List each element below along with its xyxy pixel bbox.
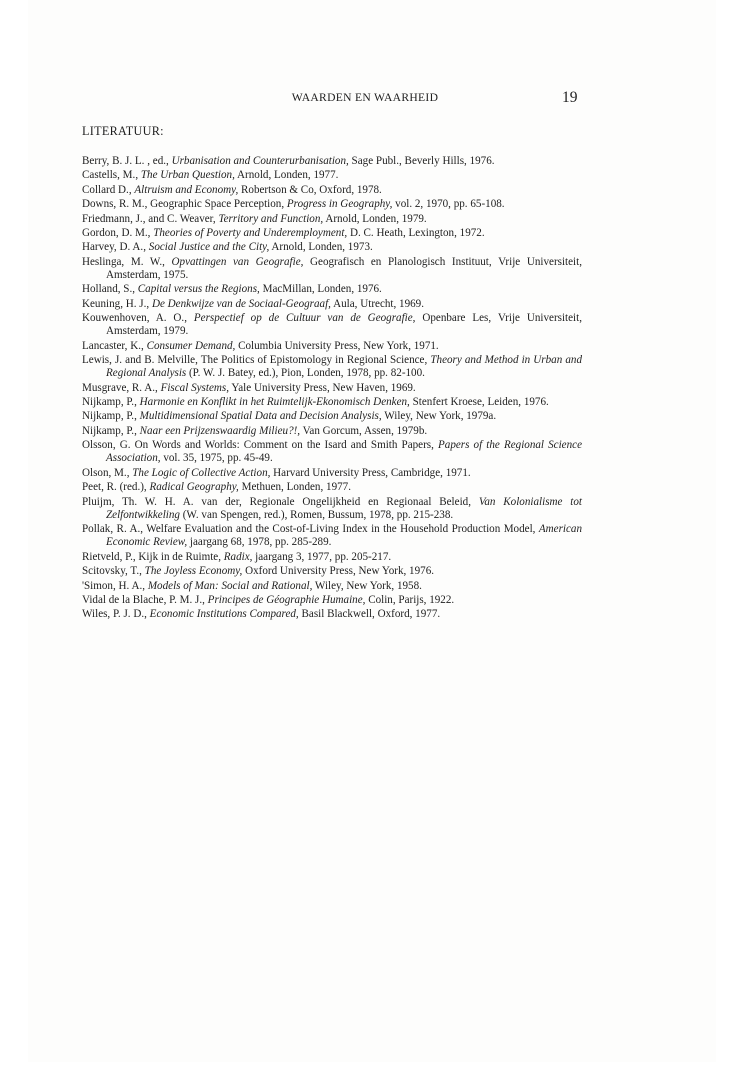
reference-entry xyxy=(82,213,582,226)
reference-title: Social Justice and the City, xyxy=(148,241,270,254)
reference-title: The Urban Question, xyxy=(140,169,235,182)
reference-text: Kouwenhoven, A. O., xyxy=(82,312,194,325)
reference-text: Heslinga, M. W., xyxy=(82,255,172,268)
reference-title: Fiscal Systems, xyxy=(160,381,229,394)
reference-text: Harvard University Press, Cambridge, 1971. xyxy=(270,466,471,479)
reference-text: Rietveld, P., Kijk in de Ruimte, xyxy=(82,550,224,563)
running-header xyxy=(0,89,738,109)
section-heading: LITERATUUR: xyxy=(82,124,164,138)
reference-entry xyxy=(82,198,582,211)
reference-title: Capital versus the Regions, xyxy=(137,283,260,296)
reference-entry xyxy=(82,241,582,254)
reference-entry xyxy=(82,312,582,338)
reference-text: Aula, Utrecht, 1969. xyxy=(330,297,424,310)
reference-title: Urbanisation and Counterurbanisation, xyxy=(171,155,349,167)
reference-text: Friedmann, J., and C. Weaver, xyxy=(82,212,219,225)
reference-text: Castells, M., xyxy=(82,169,141,182)
reference-text: Wiley, New York, 1958. xyxy=(312,579,422,592)
reference-entry xyxy=(82,396,582,409)
reference-text: Nijkamp, P., xyxy=(82,424,140,437)
reference-title: Radix, xyxy=(223,550,253,563)
running-title: WAARDEN EN WAARHEID xyxy=(291,91,439,104)
reference-text: Arnold, Londen, 1979. xyxy=(323,212,427,225)
reference-text: Lancaster, K., xyxy=(82,339,147,352)
reference-entry xyxy=(82,565,582,578)
reference-title: Theory and Method in Urban and Regional Analysis xyxy=(106,354,582,380)
reference-text: Wiley, New York, 1979a. xyxy=(381,410,497,423)
reference-text: Yale University Press, New Haven, 1969. xyxy=(228,381,416,394)
reference-text: Gordon, D. M., xyxy=(82,226,154,239)
reference-entry xyxy=(82,523,582,549)
reference-text: Nijkamp, P., xyxy=(82,410,140,423)
reference-title: Van Kolonialisme tot Zelfontwikkeling xyxy=(106,495,582,521)
reference-title: Naar een Prijzenswaardig Milieu?!, xyxy=(139,424,301,437)
reference-text: Peet, R. (red.), xyxy=(82,481,150,494)
reference-title: Progress in Geography, xyxy=(286,198,393,211)
reference-text: Columbia University Press, New York, 1971. xyxy=(235,339,439,352)
reference-text: Lewis, J. and B. Melville, The Politics of Epistomology in Regional Science, xyxy=(82,354,431,367)
reference-text: Nijkamp, P., xyxy=(82,396,140,409)
reference-title: Models of Man: Social and Rational, xyxy=(147,579,313,592)
reference-text: Arnold, Londen, 1977. xyxy=(234,169,339,182)
reference-text: (P. W. J. Batey, ed.), Pion, Londen, 1978, pp. 82-100. xyxy=(186,367,425,380)
reference-text: Vidal de la Blache, P. M. J., xyxy=(82,593,208,606)
reference-entry xyxy=(82,580,582,593)
reference-text: Geografisch en Planologisch Instituut, Vrije Universiteit, Amsterdam, 1975. xyxy=(106,255,582,281)
reference-text: jaargang 3, 1977, pp. 205-217. xyxy=(252,550,392,563)
reference-entry xyxy=(82,298,582,311)
reference-title: Papers of the Regional Science Association, xyxy=(106,439,582,465)
reference-text: Downs, R. M., Geographic Space Perception, xyxy=(82,198,287,211)
reference-text: Basil Blackwell, Oxford, 1977. xyxy=(298,608,441,621)
reference-text: Musgrave, R. A., xyxy=(82,381,161,394)
reference-title: Harmonie en Konflikt in het Ruimtelijk-Ekonomisch Denken, xyxy=(139,396,410,409)
reference-title: Theories of Poverty and Underemployment, xyxy=(153,226,348,239)
reference-entry xyxy=(82,256,582,282)
reference-text: Arnold, Londen, 1973. xyxy=(269,241,373,254)
reference-text: Colin, Parijs, 1922. xyxy=(365,593,455,606)
reference-entry xyxy=(82,608,582,621)
reference-entry xyxy=(82,184,582,197)
reference-title: Multidimensional Spatial Data and Decision Analysis, xyxy=(139,410,382,423)
reference-title: Altruism and Economy, xyxy=(134,183,239,196)
reference-text: Stenfert Kroese, Leiden, 1976. xyxy=(409,396,549,409)
reference-entry xyxy=(82,467,582,480)
reference-title: Radical Geography, xyxy=(149,481,239,494)
reference-title: Consumer Demand, xyxy=(146,339,236,352)
reference-text: MacMillan, Londen, 1976. xyxy=(259,283,382,296)
reference-title: Perspectief op de Cultuur van de Geografie, xyxy=(193,312,416,325)
reference-text: Openbare Les, Vrije Universiteit, Amsterdam, 1979. xyxy=(106,312,582,338)
reference-text: jaargang 68, 1978, pp. 285-289. xyxy=(187,536,332,549)
reference-title: Principes de Géographie Humaine, xyxy=(207,593,366,606)
reference-text: Methuen, Londen, 1977. xyxy=(238,481,351,494)
reference-text: Pluijm, Th. W. H. A. van der, Regionale Ongelijkheid en Regionaal Beleid, xyxy=(82,495,479,508)
reference-entry xyxy=(82,481,582,494)
reference-entry xyxy=(82,551,582,564)
reference-entry xyxy=(82,496,582,522)
reference-entry xyxy=(82,439,582,465)
reference-text: Keuning, H. J., xyxy=(82,297,152,310)
reference-entry xyxy=(82,169,582,182)
reference-text: Collard D., xyxy=(82,183,135,196)
reference-text: Sage Publ., Beverly Hills, 1976. xyxy=(348,155,495,167)
reference-text: Holland, S., xyxy=(82,283,138,296)
reference-entry xyxy=(82,410,582,423)
reference-title: Opvattingen van Geografie, xyxy=(171,255,304,268)
reference-text: 'Simon, H. A., xyxy=(82,579,148,592)
reference-text: Berry, B. J. L. , ed., xyxy=(82,155,172,167)
reference-entry xyxy=(82,283,582,296)
page-number: 19 xyxy=(562,89,578,106)
reference-text: Van Gorcum, Assen, 1979b. xyxy=(300,424,428,437)
reference-text: Wiles, P. J. D., xyxy=(82,608,150,621)
reference-title: The Joyless Economy, xyxy=(144,565,243,578)
reference-text: Pollak, R. A., Welfare Evaluation and the Cost-of-Living Index in the Household Production Model, xyxy=(82,523,539,536)
reference-entry xyxy=(82,155,582,168)
reference-title: Economic Institutions Compared, xyxy=(149,608,299,621)
reference-text: Robertson & Co, Oxford, 1978. xyxy=(238,183,382,196)
reference-text: Scitovsky, T., xyxy=(82,565,145,578)
reference-text: Olson, M., xyxy=(82,466,133,479)
reference-entry xyxy=(82,227,582,240)
reference-title: De Denkwijze van de Sociaal-Geograaf, xyxy=(151,297,331,310)
reference-text: Oxford University Press, New York, 1976. xyxy=(242,565,435,578)
reference-text: (W. van Spengen, red.), Romen, Bussum, 1978, pp. 215-238. xyxy=(179,508,454,521)
reference-entry xyxy=(82,425,582,438)
reference-entry xyxy=(82,340,582,353)
reference-entry xyxy=(82,382,582,395)
reference-text: Olsson, G. On Words and Worlds: Comment on the Isard and Smith Papers, xyxy=(82,439,439,452)
reference-text: D. C. Heath, Lexington, 1972. xyxy=(347,226,485,239)
reference-text: Harvey, D. A., xyxy=(82,241,149,254)
reference-title: Territory and Function, xyxy=(218,212,324,225)
reference-text: vol. 35, 1975, pp. 45-49. xyxy=(160,452,273,465)
reference-entry xyxy=(82,354,582,380)
reference-entry xyxy=(82,594,582,607)
reference-text: vol. 2, 1970, pp. 65-108. xyxy=(392,198,505,211)
reference-title: The Logic of Collective Action, xyxy=(132,466,271,479)
reference-title: American Economic Review, xyxy=(106,523,582,549)
bibliography-list xyxy=(82,155,582,623)
